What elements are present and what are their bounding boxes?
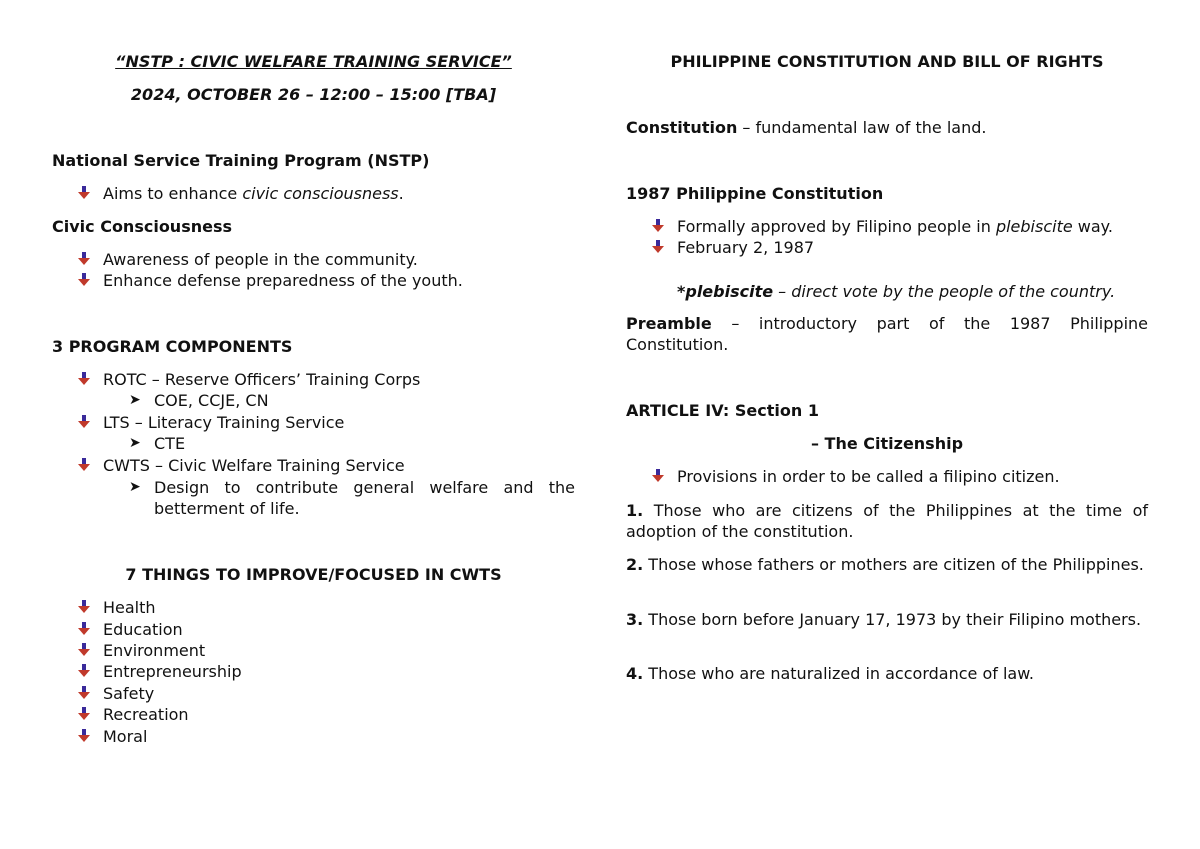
preamble-def: – introductory part of the 1987 Philippine Constitution. (626, 314, 1148, 354)
arrow-down-bullet-icon (77, 707, 91, 721)
pc-bullet-text: Formally approved by Filipino people in (677, 217, 996, 236)
thing-label: Health (103, 598, 156, 617)
arrow-down-bullet-icon (77, 458, 91, 472)
component-sub-text: CTE (154, 434, 186, 453)
citizen-item-number: 3. (626, 610, 644, 629)
citizen-item-text: Those who are citizens of the Philippines at the time of adoption of the constitution. (626, 501, 1148, 541)
citizen-item (626, 609, 1148, 630)
citizen-item (626, 554, 1148, 575)
arrow-down-bullet-icon (651, 219, 665, 233)
arrow-down-bullet-icon (77, 252, 91, 266)
arrow-down-bullet-icon (77, 600, 91, 614)
component-sub-text: COE, CCJE, CN (154, 391, 269, 410)
arrow-down-bullet-icon (77, 273, 91, 287)
thing-label: Education (103, 620, 183, 639)
arrowhead-bullet-icon: ➤ (129, 392, 141, 408)
citizen-item (626, 500, 1148, 542)
arrow-down-bullet-icon (77, 622, 91, 636)
citizenship-heading: – The Citizenship (810, 434, 964, 453)
component-label: CWTS – Civic Welfare Training Service (103, 456, 405, 475)
citizen-item-number: 2. (626, 555, 644, 574)
citizen-item-number: 4. (626, 664, 644, 683)
arrow-down-bullet-icon (651, 240, 665, 254)
arrow-down-bullet-icon (77, 186, 91, 200)
component-label: LTS – Literacy Training Service (103, 413, 345, 432)
citizen-item-number: 1. (626, 501, 644, 520)
citizen-item-text: Those whose fathers or mothers are citizen of the Philippines. (643, 555, 1144, 574)
arrowhead-bullet-icon: ➤ (129, 435, 141, 451)
nstp-bullet-end: . (398, 184, 404, 203)
plebiscite-note (677, 281, 1148, 302)
arrow-down-bullet-icon (77, 664, 91, 678)
thing-label: Recreation (103, 705, 189, 724)
arrow-down-bullet-icon (77, 729, 91, 743)
pc-bullet-text: February 2, 1987 (677, 238, 815, 257)
citizen-item-text: Those who are naturalized in accordance of law. (643, 664, 1034, 683)
civic-heading: Civic Consciousness (52, 217, 233, 236)
thing-label: Environment (103, 641, 206, 660)
arrow-down-bullet-icon (77, 415, 91, 429)
arrow-down-bullet-icon (77, 643, 91, 657)
article-heading: ARTICLE IV: Section 1 (626, 401, 819, 420)
civic-bullet-text: Awareness of people in the community. (103, 250, 418, 269)
nstp-heading: National Service Training Program (NSTP) (52, 151, 430, 170)
preamble-term: Preamble (626, 314, 712, 333)
things-heading: 7 THINGS TO IMPROVE/FOCUSED IN CWTS (125, 565, 502, 584)
thing-label: Moral (103, 727, 148, 746)
constitution-def: – fundamental law of the land. (737, 118, 987, 137)
components-heading: 3 PROGRAM COMPONENTS (52, 337, 293, 356)
doc-title: “NSTP : CIVIC WELFARE TRAINING SERVICE” (115, 52, 512, 71)
plebiscite-def: – direct vote by the people of the country. (773, 282, 1116, 301)
thing-label: Entrepreneurship (103, 662, 242, 681)
citizen-item-text: Those born before January 17, 1973 by their Filipino mothers. (643, 610, 1142, 629)
doc-date: 2024, OCTOBER 26 – 12:00 – 15:00 [TBA] (130, 85, 497, 104)
plebiscite-emphasis: plebiscite (995, 217, 1073, 236)
thing-label: Safety (103, 684, 155, 703)
arrowhead-bullet-icon: ➤ (129, 479, 141, 495)
component-label: ROTC – Reserve Officers’ Training Corps (103, 370, 421, 389)
civic-bullet-text: Enhance defense preparedness of the youth. (103, 271, 463, 290)
citizen-item (626, 663, 1148, 684)
preamble-definition (626, 313, 1148, 355)
constitution-term: Constitution (626, 118, 738, 137)
civic-consciousness-emphasis: civic consciousness (242, 184, 399, 203)
arrow-down-bullet-icon (77, 372, 91, 386)
arrow-down-bullet-icon (651, 469, 665, 483)
provision-text: Provisions in order to be called a filipino citizen. (677, 467, 1060, 486)
plebiscite-term: *plebiscite (677, 282, 774, 301)
pc-bullet-end: way. (1072, 217, 1113, 236)
arrow-down-bullet-icon (77, 686, 91, 700)
nstp-bullet-text: Aims to enhance (103, 184, 243, 203)
constitution-definition (626, 117, 1148, 138)
section-title: PHILIPPINE CONSTITUTION AND BILL OF RIGHTS (670, 52, 1104, 71)
component-sub-text: Design to contribute general welfare and the betterment of life. (154, 478, 575, 518)
pc-heading: 1987 Philippine Constitution (626, 184, 884, 203)
